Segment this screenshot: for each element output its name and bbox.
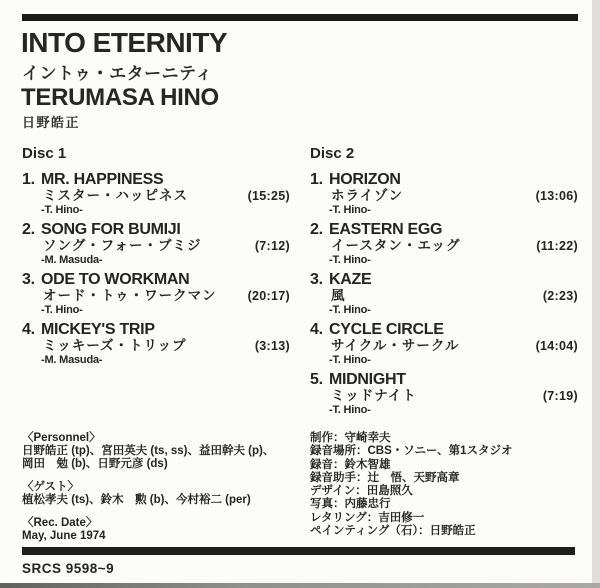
bottom-divider-bar (22, 547, 575, 555)
album-title-japanese: イントゥ・エターニティ (22, 64, 213, 83)
text-line: 録音場所：CBS・ソニー、第1スタジオ (310, 445, 513, 458)
track-title-text: MIDNIGHT (329, 371, 406, 388)
track-number: 4. (22, 321, 35, 338)
track-item (310, 321, 578, 366)
track-composer: -T. Hino- (41, 304, 83, 316)
track-title (22, 271, 290, 288)
track-number: 2. (310, 221, 323, 238)
track-item (310, 221, 578, 266)
track-subtitle-row (310, 238, 578, 254)
track-title-japanese: ミッドナイト (331, 388, 417, 403)
track-number: 2. (22, 221, 35, 238)
track-composer: -T. Hino- (329, 304, 371, 316)
track-composer: -T. Hino- (329, 404, 371, 416)
track-item (22, 171, 290, 216)
production-credits (310, 432, 588, 538)
rec-date-lines (22, 530, 292, 543)
track-title-japanese: ミッキーズ・トリップ (43, 338, 187, 353)
text-line: 録音：鈴木智雄 (310, 458, 391, 471)
text-line: ペインティング（石）：日野皓正 (310, 525, 476, 538)
text-line: デザイン：田島照久 (310, 485, 413, 498)
track-title (22, 321, 290, 338)
track-number: 5. (310, 371, 323, 388)
disc1-label: Disc 1 (22, 145, 67, 162)
track-title-text: MICKEY'S TRIP (41, 321, 155, 338)
track-title (310, 321, 578, 338)
track-number: 3. (22, 271, 35, 288)
track-title-japanese: イースタン・エッグ (331, 238, 461, 253)
text-line: レタリング：吉田修一 (310, 511, 425, 524)
rec-date-block (22, 517, 292, 543)
disc1-tracklist (22, 145, 290, 371)
track-title-text: HORIZON (329, 171, 401, 188)
track-title-text: KAZE (329, 271, 372, 288)
track-subtitle-row (310, 188, 578, 204)
track-number: 1. (310, 171, 323, 188)
personnel-lines (22, 445, 292, 471)
track-duration: (15:25) (247, 189, 290, 203)
guest-block (22, 481, 292, 507)
personnel-section (22, 432, 292, 553)
track-title-text: CYCLE CIRCLE (329, 321, 444, 338)
track-item (310, 371, 578, 416)
track-item (310, 271, 578, 316)
personnel-block (22, 432, 292, 471)
top-divider-bar (22, 14, 578, 21)
guest-lines (22, 494, 292, 507)
disc1-tracks (22, 171, 290, 366)
track-title (310, 171, 578, 188)
track-title (22, 171, 290, 188)
track-composer: -T. Hino- (329, 254, 371, 266)
track-item (22, 321, 290, 366)
track-title-japanese: ソング・フォー・ブミジ (43, 238, 202, 253)
catalog-number: SRCS 9598~9 (22, 561, 115, 576)
track-duration: (3:13) (254, 339, 290, 353)
track-title-text: EASTERN EGG (329, 221, 443, 238)
track-title-text: MR. HAPPINESS (41, 171, 164, 188)
text-line: 植松孝夫 (ts)、鈴木 勲 (b)、今村裕二 (per) (22, 494, 251, 506)
track-duration: (11:22) (536, 239, 578, 253)
track-number: 4. (310, 321, 323, 338)
track-composer: -T. Hino- (41, 204, 83, 216)
text-line: 日野皓正 (tp)、宮田英夫 (ts, ss)、益田幹夫 (p)、 (22, 445, 275, 457)
disc2-label: Disc 2 (310, 145, 355, 162)
album-title: INTO ETERNITY (21, 27, 228, 58)
track-item (22, 271, 290, 316)
text-line: 録音助手：辻 悟、天野高章 (310, 471, 460, 484)
artist-name-japanese: 日野皓正 (22, 115, 81, 130)
track-duration: (7:19) (542, 389, 578, 403)
track-subtitle-row (22, 288, 290, 304)
track-title-japanese: サイクル・サークル (331, 338, 460, 353)
text-line: 写真：内藤忠行 (310, 498, 391, 511)
track-composer: -M. Masuda- (41, 254, 103, 266)
track-composer: -M. Masuda- (41, 354, 103, 366)
artist-name: TERUMASA HINO (21, 84, 219, 111)
track-subtitle-row (22, 238, 290, 254)
track-title-japanese: 風 (331, 288, 346, 303)
track-title (310, 371, 578, 388)
text-line: 制作：守崎幸夫 (310, 432, 391, 444)
disc2-tracks (310, 171, 578, 416)
track-subtitle-row (310, 388, 578, 404)
personnel-heading: 〈Personnel〉 (22, 432, 101, 444)
track-duration: (14:04) (535, 339, 578, 353)
guest-heading: 〈ゲスト〉 (22, 481, 80, 493)
track-title-japanese: オード・トゥ・ワークマン (43, 288, 217, 303)
track-composer: -T. Hino- (329, 204, 371, 216)
track-title (310, 221, 578, 238)
text-line: 岡田 勉 (b)、日野元彦 (ds) (22, 458, 168, 470)
track-composer: -T. Hino- (329, 354, 371, 366)
track-item (310, 171, 578, 216)
track-subtitle-row (310, 338, 578, 354)
track-duration: (2:23) (542, 289, 578, 303)
track-number: 1. (22, 171, 35, 188)
track-subtitle-row (22, 338, 290, 354)
track-subtitle-row (22, 188, 290, 204)
track-title-text: SONG FOR BUMIJI (41, 221, 181, 238)
track-number: 3. (310, 271, 323, 288)
track-title-text: ODE TO WORKMAN (41, 271, 190, 288)
track-item (22, 221, 290, 266)
track-title (22, 221, 290, 238)
track-duration: (20:17) (247, 289, 290, 303)
track-title-japanese: ミスター・ハッピネス (43, 188, 188, 203)
track-duration: (7:12) (254, 239, 290, 253)
text-line: May, June 1974 (22, 530, 106, 542)
rec-date-heading: 〈Rec. Date〉 (22, 517, 98, 529)
track-duration: (13:06) (535, 189, 578, 203)
disc2-tracklist (310, 145, 578, 421)
scan-edge-bottom (0, 583, 600, 588)
track-title-japanese: ホライゾン (331, 188, 404, 203)
track-title (310, 271, 578, 288)
track-subtitle-row (310, 288, 578, 304)
scan-edge-right (592, 0, 600, 588)
